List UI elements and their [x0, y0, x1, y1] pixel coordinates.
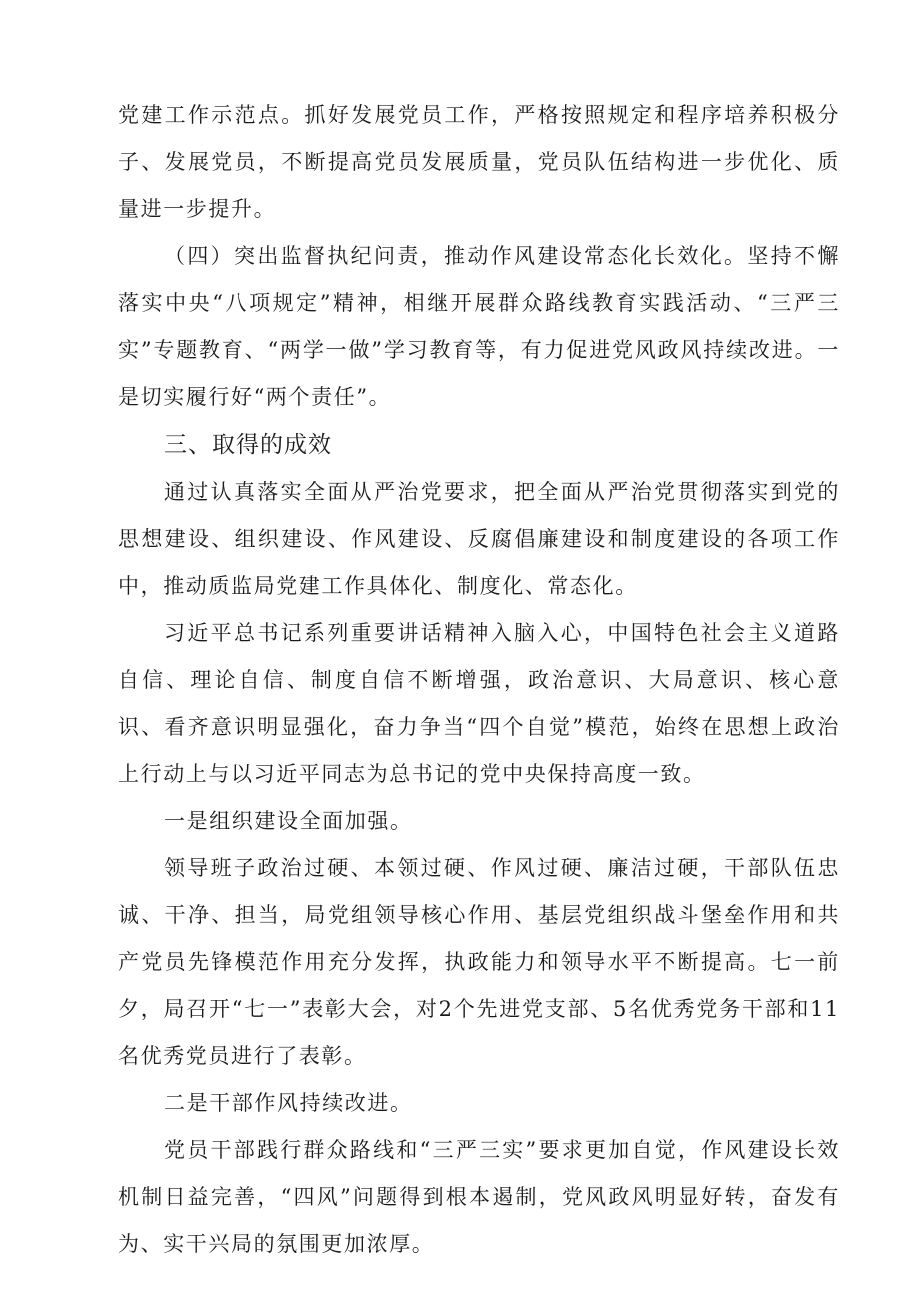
paragraph-style-body: 党员干部践行群众路线和“三严三实”要求更加自觉，作风建设长效机制日益完善，“四风”问题得到根本遏制，党风政风明显好转，奋发有为、实干兴局的氛围更加浓厚。	[118, 1138, 840, 1256]
paragraph-org-body: 领导班子政治过硬、本领过硬、作风过硬、廉洁过硬，干部队伍忠诚、干净、担当，局党组领导核心作用、基层党组织战斗堡垒作用和共产党员先锋模范作用充分发挥，执政能力和领导水平不断提高。七一前夕，局召开“七一”表彰大会，对2个先进党支部、5名优秀党务干部和11名优秀党员进行了表彰。	[118, 856, 840, 1068]
paragraph-continuation: 党建工作示范点。抓好发展党员工作，严格按照规定和程序培养积极分子、发展党员，不断提高党员发展质量，党员队伍结构进一步优化、质量进一步提升。	[118, 103, 840, 221]
section-heading: 三、取得的成效	[164, 432, 332, 458]
paragraph-ideology: 习近平总书记系列重要讲话精神入脑入心，中国特色社会主义道路自信、理论自信、制度自信不断增强，政治意识、大局意识、核心意识、看齐意识明显强化，奋力争当“四个自觉”模范，始终在思想上政治上行动上与以习近平同志为总书记的党中央保持高度一致。	[118, 621, 840, 786]
paragraph-results-intro: 通过认真落实全面从严治党要求，把全面从严治党贯彻落实到党的思想建设、组织建设、作风建设、反腐倡廉建设和制度建设的各项工作中，推动质监局党建工作具体化、制度化、常态化。	[118, 480, 840, 598]
paragraph-supervision: （四）突出监督执纪问责，推动作风建设常态化长效化。坚持不懈落实中央“八项规定”精神，相继开展群众路线教育实践活动、“三严三实”专题教育、“两学一做”学习教育等，有力促进党风政风持续改进。一是切实履行好“两个责任”。	[118, 244, 840, 409]
paragraph-org-heading: 一是组织建设全面加强。	[164, 809, 413, 833]
paragraph-style-heading: 二是干部作风持续改进。	[164, 1091, 413, 1115]
